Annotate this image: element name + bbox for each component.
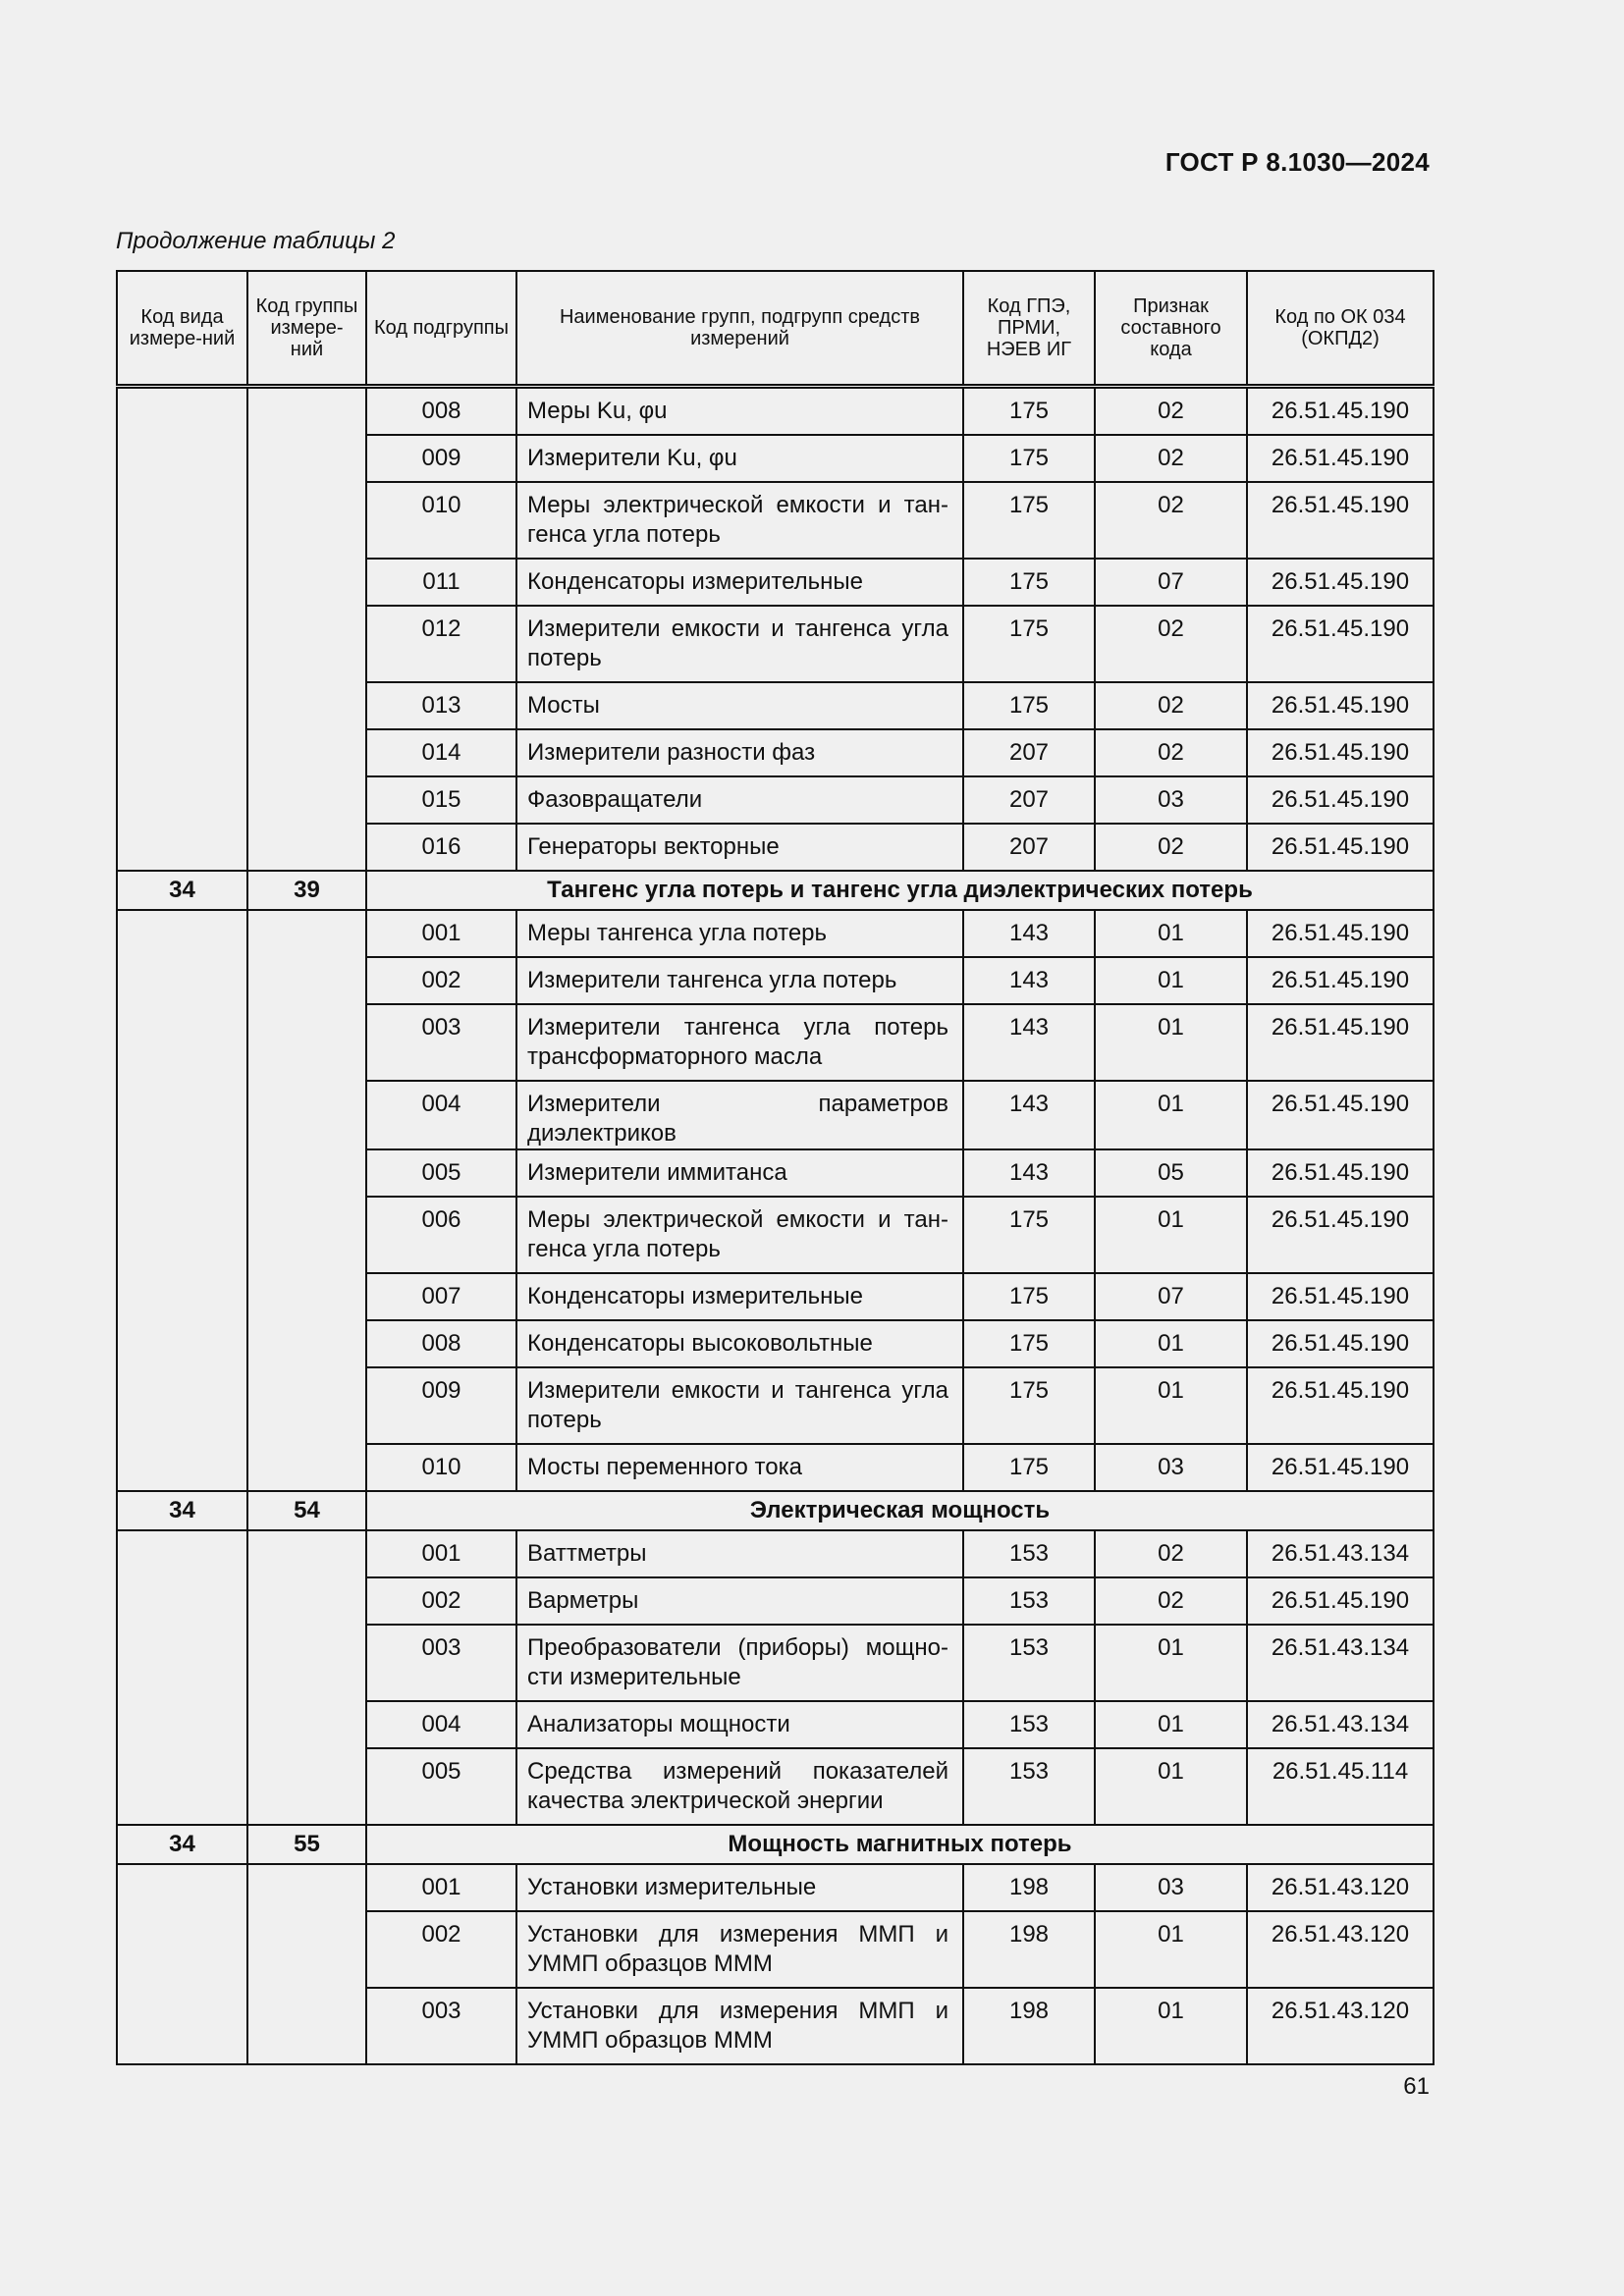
gpe-code: 175	[963, 1367, 1095, 1444]
subgroup-code: 015	[366, 776, 516, 824]
okpd2-code: 26.51.45.190	[1247, 776, 1434, 824]
okpd2-code: 26.51.43.120	[1247, 1911, 1434, 1988]
group-heading-row	[117, 1491, 1434, 1530]
subgroup-code: 008	[366, 1320, 516, 1367]
composite-sign: 02	[1095, 435, 1247, 482]
col-header-group-code: Код группы измере-ний	[247, 271, 366, 387]
gpe-code: 198	[963, 1988, 1095, 2064]
subgroup-code: 006	[366, 1197, 516, 1273]
okpd2-code: 26.51.45.190	[1247, 1367, 1434, 1444]
gpe-code: 207	[963, 729, 1095, 776]
subgroup-name: Анализаторы мощности	[516, 1701, 963, 1748]
gpe-code: 175	[963, 606, 1095, 682]
subgroup-code: 002	[366, 957, 516, 1004]
okpd2-code: 26.51.45.190	[1247, 1444, 1434, 1491]
document-code: ГОСТ Р 8.1030—2024	[1164, 147, 1430, 177]
group-code-span-cell	[247, 1530, 366, 1825]
gpe-code: 175	[963, 435, 1095, 482]
composite-sign: 05	[1095, 1149, 1247, 1197]
col-header-subgroup-code: Код подгруппы	[366, 271, 516, 387]
col-header-gpe-code: Код ГПЭ, ПРМИ, НЭЕВ ИГ	[963, 271, 1095, 387]
subgroup-name: Измерители разности фаз	[516, 729, 963, 776]
subgroup-name: Установки измерительные	[516, 1864, 963, 1911]
composite-sign: 02	[1095, 824, 1247, 871]
subgroup-code: 007	[366, 1273, 516, 1320]
okpd2-code: 26.51.45.190	[1247, 387, 1434, 436]
okpd2-code: 26.51.45.190	[1247, 957, 1434, 1004]
okpd2-code: 26.51.45.190	[1247, 910, 1434, 957]
composite-sign: 01	[1095, 1701, 1247, 1748]
gpe-code: 143	[963, 1004, 1095, 1081]
page-number: 61	[1403, 2073, 1430, 2100]
okpd2-code: 26.51.45.190	[1247, 729, 1434, 776]
composite-sign: 02	[1095, 482, 1247, 559]
subgroup-name: Варметры	[516, 1577, 963, 1625]
okpd2-code: 26.51.45.190	[1247, 1004, 1434, 1081]
subgroup-name: Ваттметры	[516, 1530, 963, 1577]
composite-sign: 07	[1095, 1273, 1247, 1320]
gpe-code: 175	[963, 1197, 1095, 1273]
composite-sign: 01	[1095, 1197, 1247, 1273]
col-header-kind-code: Код вида измере-ний	[117, 271, 247, 387]
composite-sign: 03	[1095, 776, 1247, 824]
composite-sign: 02	[1095, 1577, 1247, 1625]
okpd2-code: 26.51.45.190	[1247, 1273, 1434, 1320]
group-heading-row	[117, 871, 1434, 910]
composite-sign: 07	[1095, 559, 1247, 606]
subgroup-code: 016	[366, 824, 516, 871]
subgroup-code: 001	[366, 1864, 516, 1911]
subgroup-name: Измерители тангенса угла потерь	[516, 957, 963, 1004]
gpe-code: 198	[963, 1911, 1095, 1988]
subgroup-name: Измерители емкости и тангенса угла потерь	[516, 606, 963, 682]
subgroup-name: Мосты переменного тока	[516, 1444, 963, 1491]
gpe-code: 143	[963, 910, 1095, 957]
kind-code-span-cell	[117, 1864, 247, 2064]
gpe-code: 207	[963, 776, 1095, 824]
subgroup-name: Фазовращатели	[516, 776, 963, 824]
subgroup-code: 010	[366, 1444, 516, 1491]
okpd2-code: 26.51.43.134	[1247, 1701, 1434, 1748]
subgroup-code: 005	[366, 1748, 516, 1825]
subgroup-name: Измерители емкости и тангенса угла потерь	[516, 1367, 963, 1444]
subgroup-code: 009	[366, 435, 516, 482]
table-header-row	[117, 271, 1434, 387]
composite-sign: 02	[1095, 729, 1247, 776]
okpd2-code: 26.51.45.190	[1247, 824, 1434, 871]
subgroup-code: 003	[366, 1004, 516, 1081]
subgroup-code: 003	[366, 1988, 516, 2064]
subgroup-name: Измерители параметров диэлектриков	[516, 1081, 963, 1149]
subgroup-code: 013	[366, 682, 516, 729]
okpd2-code: 26.51.45.190	[1247, 1577, 1434, 1625]
composite-sign: 01	[1095, 957, 1247, 1004]
group-code-span-cell	[247, 1864, 366, 2064]
composite-sign: 01	[1095, 1367, 1247, 1444]
table-body	[117, 387, 1434, 2065]
subgroup-name: Меры электрической емкости и тан-генса угла потерь	[516, 482, 963, 559]
composite-sign: 01	[1095, 1320, 1247, 1367]
col-header-okpd2-code: Код по ОК 034 (ОКПД2)	[1247, 271, 1434, 387]
composite-sign: 01	[1095, 1911, 1247, 1988]
table-row	[117, 1864, 1434, 1911]
composite-sign: 02	[1095, 1530, 1247, 1577]
table-row	[117, 387, 1434, 436]
okpd2-code: 26.51.45.190	[1247, 606, 1434, 682]
gpe-code: 153	[963, 1530, 1095, 1577]
okpd2-code: 26.51.45.190	[1247, 1197, 1434, 1273]
subgroup-code: 010	[366, 482, 516, 559]
subgroup-code: 003	[366, 1625, 516, 1701]
subgroup-name: Генераторы векторные	[516, 824, 963, 871]
gpe-code: 153	[963, 1701, 1095, 1748]
gpe-code: 175	[963, 682, 1095, 729]
composite-sign: 03	[1095, 1864, 1247, 1911]
gpe-code: 143	[963, 1081, 1095, 1149]
okpd2-code: 26.51.45.190	[1247, 1081, 1434, 1149]
gpe-code: 175	[963, 387, 1095, 436]
composite-sign: 01	[1095, 1081, 1247, 1149]
group-code: 55	[247, 1825, 366, 1864]
kind-code-span-cell	[117, 910, 247, 1491]
group-code: 39	[247, 871, 366, 910]
kind-code-span-cell	[117, 387, 247, 872]
table-row	[117, 910, 1434, 957]
group-code-span-cell	[247, 387, 366, 872]
subgroup-name: Измерители Ku, φu	[516, 435, 963, 482]
okpd2-code: 26.51.43.134	[1247, 1530, 1434, 1577]
subgroup-name: Конденсаторы высоковольтные	[516, 1320, 963, 1367]
subgroup-code: 001	[366, 910, 516, 957]
gpe-code: 143	[963, 957, 1095, 1004]
gpe-code: 153	[963, 1625, 1095, 1701]
kind-code: 34	[117, 1491, 247, 1530]
okpd2-code: 26.51.45.190	[1247, 1149, 1434, 1197]
group-code: 54	[247, 1491, 366, 1530]
subgroup-name: Установки для измерения ММП и УММП образцов МММ	[516, 1911, 963, 1988]
gpe-code: 175	[963, 482, 1095, 559]
subgroup-name: Преобразователи (приборы) мощно-сти измерительные	[516, 1625, 963, 1701]
okpd2-code: 26.51.45.190	[1247, 559, 1434, 606]
subgroup-name: Средства измерений показателей качества электрической энергии	[516, 1748, 963, 1825]
kind-code-span-cell	[117, 1530, 247, 1825]
subgroup-code: 008	[366, 387, 516, 436]
subgroup-name: Конденсаторы измерительные	[516, 559, 963, 606]
col-header-composite-sign: Признак составного кода	[1095, 271, 1247, 387]
gpe-code: 143	[963, 1149, 1095, 1197]
table-row	[117, 1530, 1434, 1577]
subgroup-name: Измерители иммитанса	[516, 1149, 963, 1197]
composite-sign: 01	[1095, 1004, 1247, 1081]
composite-sign: 01	[1095, 910, 1247, 957]
subgroup-code: 009	[366, 1367, 516, 1444]
gpe-code: 175	[963, 1444, 1095, 1491]
gpe-code: 198	[963, 1864, 1095, 1911]
subgroup-code: 011	[366, 559, 516, 606]
kind-code: 34	[117, 871, 247, 910]
gpe-code: 175	[963, 1320, 1095, 1367]
subgroup-code: 004	[366, 1081, 516, 1149]
gpe-code: 207	[963, 824, 1095, 871]
subgroup-name: Меры электрической емкости и тан-генса угла потерь	[516, 1197, 963, 1273]
gpe-code: 153	[963, 1577, 1095, 1625]
measurement-codes-table	[116, 270, 1435, 2065]
composite-sign: 02	[1095, 682, 1247, 729]
okpd2-code: 26.51.45.190	[1247, 435, 1434, 482]
gpe-code: 175	[963, 559, 1095, 606]
composite-sign: 01	[1095, 1748, 1247, 1825]
col-header-name: Наименование групп, подгрупп средств измерений	[516, 271, 963, 387]
group-title: Тангенс угла потерь и тангенс угла диэлектрических потерь	[366, 871, 1434, 910]
subgroup-code: 002	[366, 1577, 516, 1625]
table-caption: Продолжение таблицы 2	[116, 228, 396, 254]
gpe-code: 153	[963, 1748, 1095, 1825]
gpe-code: 175	[963, 1273, 1095, 1320]
subgroup-name: Установки для измерения ММП и УММП образцов МММ	[516, 1988, 963, 2064]
composite-sign: 02	[1095, 606, 1247, 682]
composite-sign: 01	[1095, 1625, 1247, 1701]
okpd2-code: 26.51.43.134	[1247, 1625, 1434, 1701]
subgroup-code: 005	[366, 1149, 516, 1197]
subgroup-code: 004	[366, 1701, 516, 1748]
okpd2-code: 26.51.45.190	[1247, 682, 1434, 729]
okpd2-code: 26.51.43.120	[1247, 1864, 1434, 1911]
subgroup-name: Меры тангенса угла потерь	[516, 910, 963, 957]
subgroup-name: Конденсаторы измерительные	[516, 1273, 963, 1320]
group-title: Мощность магнитных потерь	[366, 1825, 1434, 1864]
group-title: Электрическая мощность	[366, 1491, 1434, 1530]
subgroup-code: 001	[366, 1530, 516, 1577]
group-heading-row	[117, 1825, 1434, 1864]
okpd2-code: 26.51.43.120	[1247, 1988, 1434, 2064]
okpd2-code: 26.51.45.190	[1247, 482, 1434, 559]
kind-code: 34	[117, 1825, 247, 1864]
subgroup-name: Мосты	[516, 682, 963, 729]
composite-sign: 01	[1095, 1988, 1247, 2064]
okpd2-code: 26.51.45.114	[1247, 1748, 1434, 1825]
subgroup-code: 014	[366, 729, 516, 776]
composite-sign: 02	[1095, 387, 1247, 436]
subgroup-name: Измерители тангенса угла потерь трансформаторного масла	[516, 1004, 963, 1081]
subgroup-code: 012	[366, 606, 516, 682]
subgroup-code: 002	[366, 1911, 516, 1988]
composite-sign: 03	[1095, 1444, 1247, 1491]
group-code-span-cell	[247, 910, 366, 1491]
subgroup-name: Меры Ku, φu	[516, 387, 963, 436]
okpd2-code: 26.51.45.190	[1247, 1320, 1434, 1367]
